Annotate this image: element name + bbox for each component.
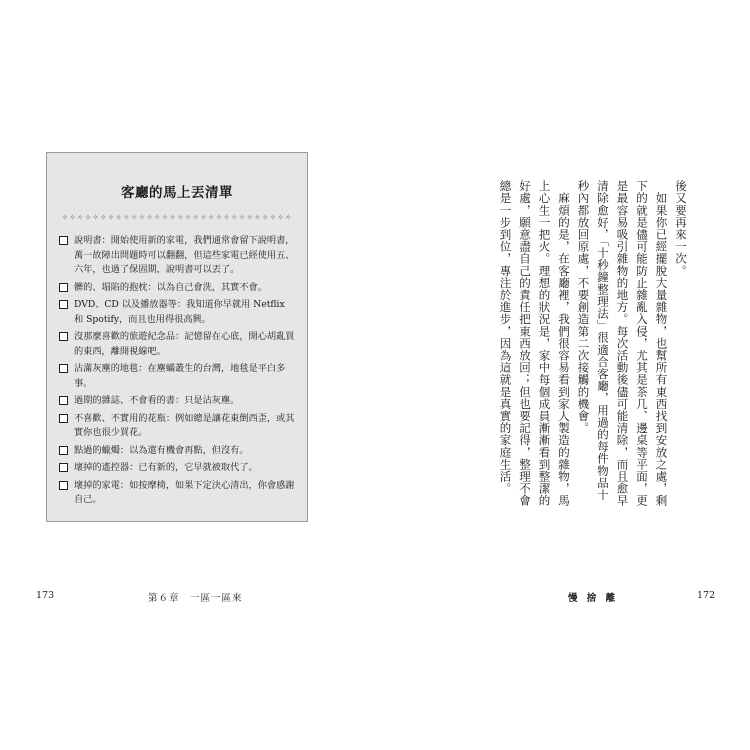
checklist-item-text: 壞掉的遙控器：已有新的，它早就被取代了。 [74, 462, 258, 473]
paragraph: 如果你已經擺脫大量雜物，也幫所有東西找到安放之處，剩下的就是儘可能防止雜亂入侵，尤其是茶几、邊桌等平面，更是最容易吸引雜物的地方。每次活動後儘可能清除，而且愈早清除愈好，「十秒鐘整理法」很適合客廳，用過的每件物品十秒內都放回原處，不要創造第二次接觸的機會。 [576, 180, 669, 507]
paragraph: 麻煩的是，在客廳裡，我們很容易看到家人製造的雜物，馬上心生一把火。理想的狀況是，家中每個成員漸漸看到整潔的好處，願意盡自己的責任把東西放回；但也要記得，整理不會總是一步到位，專注於進步，因為這就是真實的家庭生活。 [498, 180, 571, 507]
checklist-item [59, 444, 295, 459]
checkbox-icon [59, 332, 68, 341]
body-text-vertical [495, 180, 690, 510]
checkbox-icon [59, 396, 68, 405]
checkbox-icon [59, 236, 68, 245]
checkbox-icon [59, 463, 68, 472]
checkbox-icon [59, 414, 68, 423]
checkbox-icon [59, 283, 68, 292]
checklist-item [59, 479, 295, 508]
ornament-divider: ✧✧✧✧✧✧✧✧✧✧✧✧✧✧✧✧✧✧✧✧✧✧✧✧✧✧✧✧✧✧ [61, 213, 293, 222]
checklist [59, 234, 295, 508]
checklist-item-text: 點過的蠟燭：以為還有機會再點，但沒有。 [74, 444, 249, 456]
checklist-item-text: 過期的雜誌、不會看的書：只是沾灰塵。 [74, 395, 240, 406]
checklist-item [59, 412, 295, 441]
checklist-item [59, 234, 295, 278]
checkbox-icon [59, 446, 68, 455]
checklist-item [59, 298, 295, 327]
checklist-title: 客廳的馬上丟清單 [121, 185, 233, 201]
chapter-running-head: 第６章 一區一區來 [148, 593, 243, 604]
checklist-item [59, 461, 295, 476]
checklist-item-text: DVD、CD 以及播放器等：我知道你早就用 Netflix 和 Spotify，而且也用得很高興。 [74, 299, 285, 325]
checklist-item-text: 不喜歡、不實用的花瓶：例如總是讓花東倒西歪，或其實你也很少買花。 [74, 412, 295, 438]
checklist-item [59, 330, 295, 359]
checkbox-icon [59, 364, 68, 373]
book-title-running-head: 慢 捨 離 [568, 593, 619, 604]
checklist-item-text: 沒那麼喜歡的旅遊紀念品：記憶留在心底，開心胡亂買的東西，離開視線吧。 [74, 331, 295, 357]
page-number-left: 173 [36, 590, 55, 601]
checklist-item-text: 髒的、塌陷的抱枕：以為自己會洗，其實不會。 [74, 281, 267, 293]
checklist-item [59, 281, 295, 296]
checkbox-icon [59, 300, 68, 309]
checkbox-icon [59, 481, 68, 490]
checklist-item-text: 說明書：開始使用新的家電，我們通常會留下說明書，萬一故障出問題時可以翻翻，但這些家電已經使用五、六年，也過了保固期，說明書可以丟了。 [74, 235, 295, 275]
checklist-item [59, 362, 295, 391]
checklist-item [59, 394, 295, 409]
checklist-item-text: 壞掉的家電：如按摩椅，如果下定決心清出，你會感謝自己。 [74, 479, 295, 505]
checklist-item-text: 沾滿灰塵的地毯：在塵蟎叢生的台灣，地毯是平白多事。 [74, 363, 286, 389]
page-number-right: 172 [697, 590, 716, 601]
checklist-box [46, 152, 308, 522]
paragraph: 後又要再來一次。 [674, 180, 688, 277]
